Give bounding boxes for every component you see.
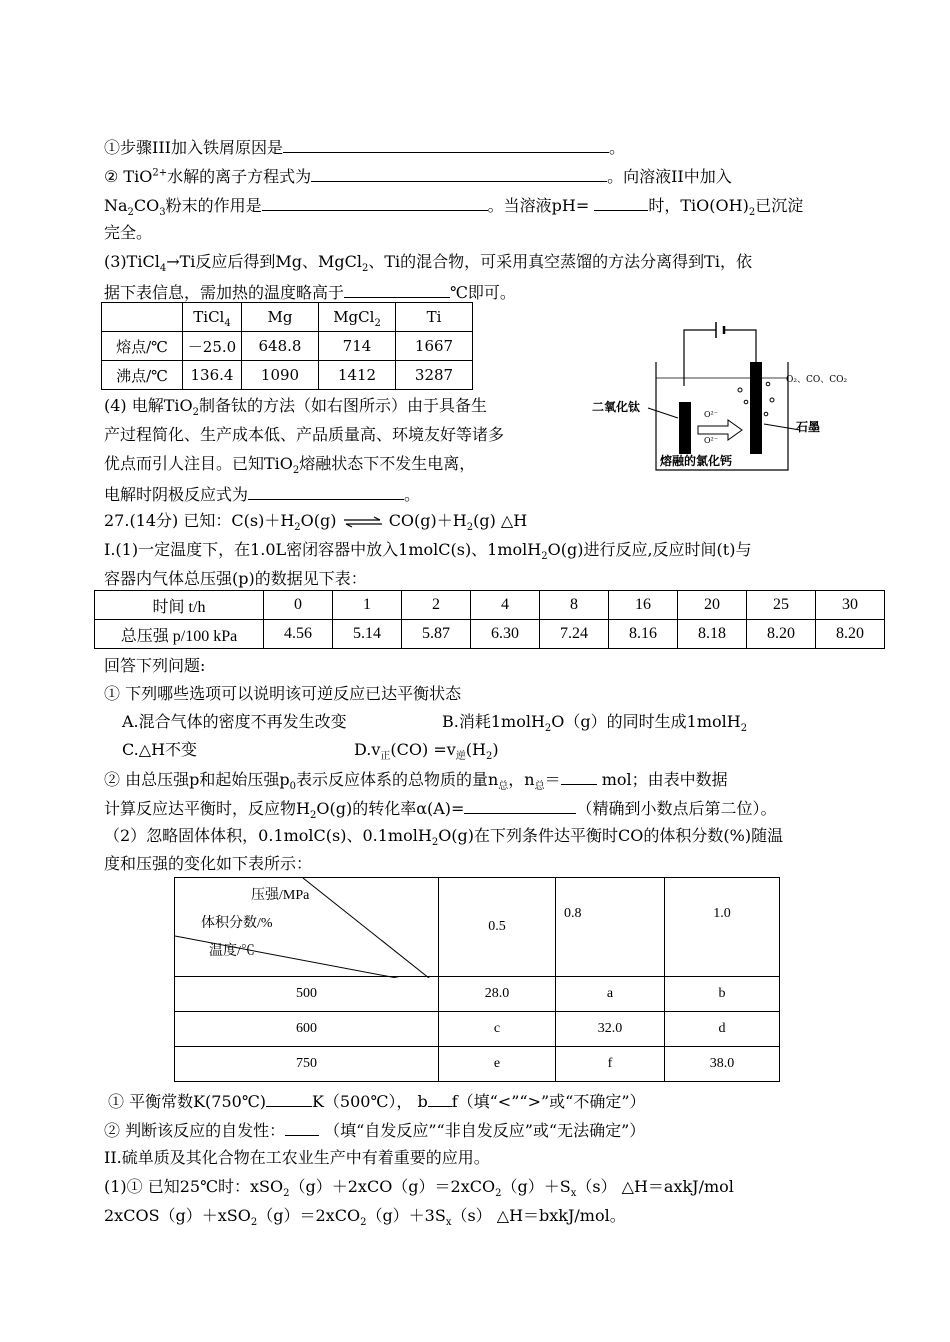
table-cell: e bbox=[439, 1047, 556, 1082]
time-cell: 20 bbox=[678, 591, 747, 620]
answer-blank[interactable] bbox=[594, 194, 648, 211]
gas-label: O₂、CO、CO₂ bbox=[786, 375, 848, 385]
q2-line2: 度和压强的变化如下表所示： bbox=[104, 854, 313, 873]
table-row bbox=[175, 878, 780, 977]
table-cell: d bbox=[665, 1012, 780, 1047]
time-cell: 2 bbox=[402, 591, 471, 620]
option-c[interactable]: C.△H不变 bbox=[122, 740, 198, 759]
i1-line2: 容器内气体总压强(p)的数据见下表： bbox=[104, 569, 367, 588]
table-cell: 总压强 p/100 kPa bbox=[95, 620, 264, 649]
corner-temp-label: 温度/℃ bbox=[209, 944, 255, 959]
time-cell: 25 bbox=[747, 591, 816, 620]
table-cell: b bbox=[665, 977, 780, 1012]
q4-line4: 电解时阴极反应式为 。 bbox=[104, 485, 421, 504]
table-cell: 1412 bbox=[319, 361, 396, 390]
table-row bbox=[95, 591, 885, 620]
table-cell: 时间 t/h bbox=[95, 591, 264, 620]
pressure-cell: 8.18 bbox=[678, 620, 747, 649]
q4-line3: 优点而引人注目。已知TiO$_2$熔融状态下不发生电离， bbox=[104, 454, 476, 477]
answer-blank[interactable] bbox=[344, 281, 450, 298]
answer-blank[interactable] bbox=[285, 1119, 319, 1136]
table-row bbox=[175, 1012, 780, 1047]
section-ii-intro: II.硫单质及其化合物在工农业生产中有着重要的应用。 bbox=[104, 1148, 490, 1167]
option-a[interactable]: A.混合气体的密度不再发生改变 bbox=[122, 712, 347, 731]
cathode-label: 石墨 bbox=[796, 420, 821, 434]
pressure-header: 0.8 bbox=[556, 878, 665, 977]
table-row bbox=[102, 303, 473, 332]
text-line: 回答下列问题: bbox=[104, 656, 206, 675]
table-cell: 熔点/℃ bbox=[102, 332, 183, 361]
pressure-cell: 4.56 bbox=[264, 620, 333, 649]
corner-pressure-label: 压强/MPa bbox=[251, 888, 310, 903]
ion-label: O²⁻ bbox=[704, 410, 718, 419]
table-cell: TiCl$_4$ bbox=[183, 303, 242, 332]
table-cell: a bbox=[556, 977, 665, 1012]
option-b[interactable]: B.消耗1molH$_2$O（g）的同时生成1molH$_2$ bbox=[442, 712, 748, 735]
equilibrium-arrow-icon bbox=[342, 516, 384, 528]
ion-label: O²⁻ bbox=[704, 436, 718, 445]
answer-blank[interactable] bbox=[561, 768, 597, 785]
table-cell: 32.0 bbox=[556, 1012, 665, 1047]
q-spontaneity: ② 判断该反应的自发性： （填“自发反应”“非自发反应”或“无法确定”） bbox=[104, 1121, 646, 1140]
pressure-cell: 8.20 bbox=[747, 620, 816, 649]
corner-fraction-label: 体积分数/% bbox=[201, 916, 273, 931]
table-row bbox=[175, 977, 780, 1012]
table-cell: 500 bbox=[175, 977, 439, 1012]
answer-blank[interactable] bbox=[283, 136, 609, 153]
q-tio-hydrolysis: ② TiO$^{2+}$水解的离子方程式为 。向溶液II中加入 bbox=[104, 167, 732, 186]
q4-line2: 产过程简化、生产成本低、产品质量高、环境友好等诸多 bbox=[104, 425, 505, 444]
q-step3-iron: ①步骤III加入铁屑原因是 。 bbox=[104, 138, 625, 157]
time-cell: 30 bbox=[816, 591, 885, 620]
answer-blank[interactable] bbox=[262, 194, 488, 211]
i1-line1: I.(1)一定温度下，在1.0L密闭容器中放入1molC(s)、1molH$_2$O(g)进行反应,反应时间(t)与 bbox=[104, 540, 752, 563]
q-conversion: 计算反应达平衡时，反应物$H_2O(g)$的转化率α(A)= （精确到小数点后第二位）。 bbox=[104, 799, 777, 822]
co-fraction-table bbox=[174, 877, 780, 1082]
table-cell: 1667 bbox=[396, 332, 473, 361]
table-cell: 沸点/℃ bbox=[102, 361, 183, 390]
table-cell: f bbox=[556, 1047, 665, 1082]
eq-line2: $2xCOS(g)+xSO_2(g)=2xCO_2(g)+3S_x(s)$ △H＝bxkJ/mol。 bbox=[104, 1206, 626, 1229]
pressure-cell: 7.24 bbox=[540, 620, 609, 649]
q-equilibrium-constant: ① 平衡常数K(750℃) K（500℃）， b f（填“<”“>”或“不确定”） bbox=[108, 1092, 646, 1111]
time-cell: 16 bbox=[609, 591, 678, 620]
table-cell: －25.0 bbox=[183, 332, 242, 361]
table-cell: MgCl$_2$ bbox=[319, 303, 396, 332]
time-cell: 0 bbox=[264, 591, 333, 620]
pressure-cell: 8.16 bbox=[609, 620, 678, 649]
properties-table bbox=[101, 302, 473, 390]
text-line: 完全。 bbox=[104, 223, 153, 242]
q-na2co3: $Na_2CO_3$粉末的作用是 。当溶液pH= 时，$TiO(OH)_2$已沉淀 bbox=[104, 196, 804, 219]
answer-blank[interactable] bbox=[464, 797, 576, 814]
co-fraction-table-wrap bbox=[174, 877, 780, 1082]
circuit-wires bbox=[684, 322, 756, 386]
q-total-moles: ② 由总压强p和起始压强$p_0$表示反应体系的总物质的量$n_总$，$n_总=$ mol；由表中数据 bbox=[104, 770, 728, 793]
q-option-prompt: ① 下列哪些选项可以说明该可逆反应已达平衡状态 bbox=[104, 684, 462, 703]
anode-label: 二氧化钛 bbox=[592, 400, 641, 414]
q2-line1: （2）忽略固体体积，0.1molC(s)、0.1molH$_2$O(g)在下列条件达平衡时CO的体积分数(%)随温 bbox=[104, 826, 784, 849]
option-d[interactable]: $D.v_正(CO) =v_逆(H_2)$ bbox=[354, 740, 499, 763]
table-cell: 1090 bbox=[242, 361, 319, 390]
q3-intro: (3)TiCl$_4$→Ti反应后得到Mg、MgCl$_2$、Ti的混合物，可采用真空蒸馏的方法分离得到Ti，依 bbox=[104, 252, 752, 275]
anode-electrode bbox=[679, 402, 691, 454]
table-cell: Ti bbox=[396, 303, 473, 332]
time-cell: 1 bbox=[333, 591, 402, 620]
table-row bbox=[102, 332, 473, 361]
time-cell: 8 bbox=[540, 591, 609, 620]
answer-blank[interactable] bbox=[311, 165, 607, 182]
eq-line1: (1)① 已知25℃时：$xSO_2(g)+2xCO(g)=2xCO_2(g)+S_x(s)$ △H＝axkJ/mol bbox=[104, 1177, 734, 1200]
table-cell: 28.0 bbox=[439, 977, 556, 1012]
q4-line1: (4) 电解TiO$_2$制备钛的方法（如右图所示）由于具备生 bbox=[104, 396, 488, 419]
q3-temp: 据下表信息，需加热的温度略高于 ℃即可。 bbox=[104, 283, 516, 302]
table-cell: 750 bbox=[175, 1047, 439, 1082]
table-cell: 648.8 bbox=[242, 332, 319, 361]
corner-cell bbox=[175, 878, 439, 977]
answer-blank[interactable] bbox=[248, 483, 404, 500]
electrolysis-diagram bbox=[590, 318, 870, 478]
table-cell: 714 bbox=[319, 332, 396, 361]
q27-header: 27.(14分) 已知：$C(s)+H_2O(g)$ $CO(g)+H_2(g)$ △H bbox=[104, 511, 528, 534]
time-cell: 4 bbox=[471, 591, 540, 620]
pressure-cell: 5.14 bbox=[333, 620, 402, 649]
table-cell: 600 bbox=[175, 1012, 439, 1047]
table-cell: 38.0 bbox=[665, 1047, 780, 1082]
table-row bbox=[175, 1047, 780, 1082]
pressure-header: 0.5 bbox=[439, 878, 556, 977]
table-cell bbox=[102, 303, 183, 332]
pressure-time-table bbox=[94, 590, 885, 649]
table-row bbox=[95, 620, 885, 649]
cathode-electrode bbox=[750, 362, 762, 454]
pressure-header: 1.0 bbox=[665, 878, 780, 977]
table-cell: c bbox=[439, 1012, 556, 1047]
table-cell: 136.4 bbox=[183, 361, 242, 390]
melt-label: 熔融的氯化钙 bbox=[660, 454, 733, 468]
answer-blank[interactable] bbox=[428, 1090, 452, 1107]
table-cell: 3287 bbox=[396, 361, 473, 390]
pressure-cell: 5.87 bbox=[402, 620, 471, 649]
table-cell: Mg bbox=[242, 303, 319, 332]
table-row bbox=[102, 361, 473, 390]
answer-blank[interactable] bbox=[266, 1090, 312, 1107]
pressure-cell: 6.30 bbox=[471, 620, 540, 649]
pressure-cell: 8.20 bbox=[816, 620, 885, 649]
